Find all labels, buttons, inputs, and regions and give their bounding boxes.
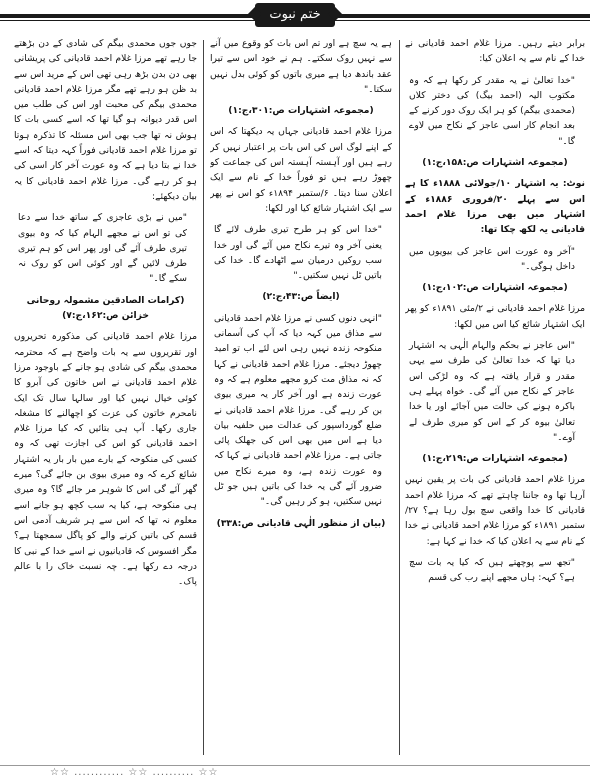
citation: (مجموعہ اشتہارات ص:۱۵۸،ج:۱): [422, 157, 568, 169]
citation: (کرامات الصادقین مشمولہ روحانی خزائن ص:۱۶۲،ج:۷): [26, 294, 185, 322]
paragraph: مرزا غلام احمد قادیانی کی مذکورہ تحریروں اور تقریروں سے یہ بات واضح ہے کہ محترمہ محمدی بیگم کی شادی ہو جانے کے باوجود مرزا غلام احمد قادیانی نے اس خاتون کی آبرو کا کوئی خیال نہیں کیا اور سالہا سال تک ایک نامحرم خاتون کی عزت کو اچھالنے کا مشغلہ جاری رکھا۔ آپ ہی بتائیں کہ کیا مرزا غلام احمد قادیانی کو اس کی اجازت تھی کہ وہ کسی کی منکوحہ کے بارے میں بار بار یہ اشتہار شائع کرے کہ وہ میری بیوی بن جائے گی؟ میرے گھر آئے گی اس کا شوہر مر جائے گا؟ وہ میری ہی منکوحہ ہے، کیا یہ سب کچھ ہو جانے اسے معلوم نہ تھا کہ اس سے ہر شریف آدمی اس قسم کی باتیں کرنے والے کو پاگل سمجھتا ہے؟ مگر افسوس کہ قادیانیوں نے اسے خدا کے نبی کا درجہ دے رکھا ہے۔ چہ نسبت خاک را با عالم پاک۔: [14, 331, 197, 588]
citation: (مجموعہ اشتہارات ص:۱۰۲،ج:۱): [422, 282, 568, 294]
quote: "میں نے بڑی عاجزی کے ساتھ خدا سے دعا کی تو اس نے مجھے الہام کیا کہ وہ بیوی تیری طرف آئے گی اور پھر اس کو ہم تیری طرف لائیں گے اور کوئی اس کو روک نہ سکے گا۔": [18, 212, 187, 285]
quote: "اس عاجز نے بحکم والہام الٰہی یہ اشتہار دیا تھا کہ خدا تعالیٰ کی طرف سے یہی مقدر و قرار یافتہ ہے کہ وہ لڑکی اس عاجز کے نکاح میں آئے گی۔ خواہ پہلے ہی باکرہ ہونے کی حالت میں آجائے اور یا خدا تعالیٰ بیوہ کر کے اس کو میری طرف لے آوے۔": [409, 340, 575, 443]
paragraph: ہے یہ سچ ہے اور تم اس بات کو وقوع میں آنے سے نہیں روک سکتے۔ ہم نے خود اس سے تیرا عقد باندھ دیا ہے میری باتوں کو کوئی بدل نہیں سکتا۔": [210, 38, 392, 95]
paragraph: مرزا غلام احمد قادیانی کی بات پر یقین نہیں آرہا تھا وہ جاننا چاہتے تھے کہ مرزا غلام احمد قادیانی کا خدا واقعی سچ بول رہا ہے؟ ۲۷/ستمبر ۱۸۹۱ء کو مرزا غلام احمد قادیانی نے خدا کے نام سے یہ اعلان کیا کہ خدا نے کہا ہے:: [405, 474, 585, 547]
column-middle: [210, 36, 392, 761]
column-divider-left: [203, 40, 204, 755]
quote: "انہی دنوں کسی نے مرزا غلام احمد قادیانی سے مذاق میں کہہ دیا کہ آپ کی آسمانی منکوحہ زندہ نہیں رہی اس لئے اب تو امید چھوڑ دیجئے۔ مرزا غلام احمد قادیانی نے کہا کہ نہ مذاق مت کرو مجھے معلوم ہے کہ وہ عورت زندہ ہے اور آخر کار یہ میری بیوی بن کر رہے گی۔ مرزا غلام احمد قادیانی نے ضلع گورداسپور کی عدالت میں حلفیہ بیان دیا ہے اس میں بھی اس کی جھلک پائی جاتی ہے۔ مرزا غلام احمد قادیانی نے کہا کہ وہ عورت زندہ ہے، وہ میرے نکاح میں ضرور آئے گی یہ خدا کی باتیں ہیں جو ٹل نہیں سکتیں، ہو کر رہیں گی۔": [214, 312, 382, 508]
paragraph: مرزا غلام احمد قادیانی نے ۲/مئی ۱۸۹۱ء کو پھر ایک اشتہار شائع کیا اس میں لکھا:: [405, 303, 585, 330]
paragraph: مرزا غلام احمد قادیانی جہاں یہ دیکھتا کہ اس کے اپنے لوگ اس کی اس بات پر اعتبار نہیں کر رہے ہیں اور آہستہ آہستہ اس کی جماعت کو چھوڑ رہے ہیں تو فوراً خدا کے نام سے ایک اعلان سنا دیتا۔ ۶/ستمبر ۱۸۹۴ء کو اس نے پھر سے ایک اشتہار شائع کیا اور لکھا:: [210, 126, 392, 214]
citation: (بیان از منظور الٰہی قادیانی ص:۳۳۸): [216, 517, 386, 529]
quote: "خدا تعالیٰ نے یہ مقدر کر رکھا ہے کہ وہ مکتوب الیہ (احمد بیگ) کی دختر کلاں (محمدی بیگم) کو ہر ایک روک دور کرنے کے بعد انجام کار اسی عاجز کے نکاح میں لاوے گا۔": [409, 74, 575, 147]
footer-stars: ☆☆ ............ ☆☆ .......... ☆☆: [50, 767, 219, 778]
citation: (مجموعہ اشتہارات ص:۲۱۹،ج:۱): [422, 453, 568, 465]
quote: "آخر وہ عورت اس عاجز کی بیویوں میں داخل ہوگی۔": [409, 245, 575, 272]
citation: (ایضاً ص:۴۳،ج:۲): [262, 291, 340, 303]
paragraph: برابر دیتے رہیں۔ مرزا غلام احمد قادیانی نے خدا کے نام سے یہ اعلان کیا:: [405, 38, 585, 65]
citation: (مجموعہ اشتہارات ص:۳۰۱،ج:۱): [228, 105, 374, 117]
quote: "تجھ سے پوچھتے ہیں کہ کیا یہ بات سچ ہے؟ کہہ: ہاں مجھے اپنے رب کی قسم: [409, 556, 575, 584]
column-left: [14, 36, 197, 761]
section-title: ختم نبوت: [255, 3, 335, 27]
quote: "خدا اس کو ہر طرح تیری طرف لائے گا یعنی آخر وہ تیرے نکاح میں آئے گی اور خدا سب روکیں درمیان سے اٹھادے گا۔ خدا کی باتیں ٹل نہیں سکتیں۔": [214, 224, 382, 282]
note-paragraph: نوٹ: یہ اشتہار ۱۰/جولائی ۱۸۸۸ء کا ہے اس سے پہلے ۲۰/فروری ۱۸۸۶ء کے اشتہار میں بھی مرزا غلام احمد قادیانی یہ لکھ چکا تھا:: [405, 178, 585, 236]
footer-rule: [0, 765, 590, 766]
header-banner: [0, 0, 590, 32]
column-right: [405, 36, 585, 761]
column-divider-right: [399, 40, 400, 755]
paragraph: جوں جوں محمدی بیگم کی شادی کے دن بڑھتے جا رہے تھے مرزا غلام احمد قادیانی کی پریشانی بھی دن بدن بڑھ رہی تھی اس کے مرید اس سے بد ظن ہو رہے تھے مگر مرزا غلام احمد قادیانی محمدی بیگم کی محبت اور اس کی طلب میں اس قدر دیوانہ ہو گیا تھا کہ اسے کسی بات کا ہوش نہ تھا جب بھی اس مسئلہ کا تذکرہ ہوتا تو مرزا غلام احمد قادیانی فوراً کہہ دیتا کہ اسے خدا نے بتا دیا ہے کہ وہ عورت آخر کار اسی کی ہو کر رہے گی۔ مرزا غلام احمد قادیانی کا یہ بیان دیکھئے:: [14, 38, 197, 202]
